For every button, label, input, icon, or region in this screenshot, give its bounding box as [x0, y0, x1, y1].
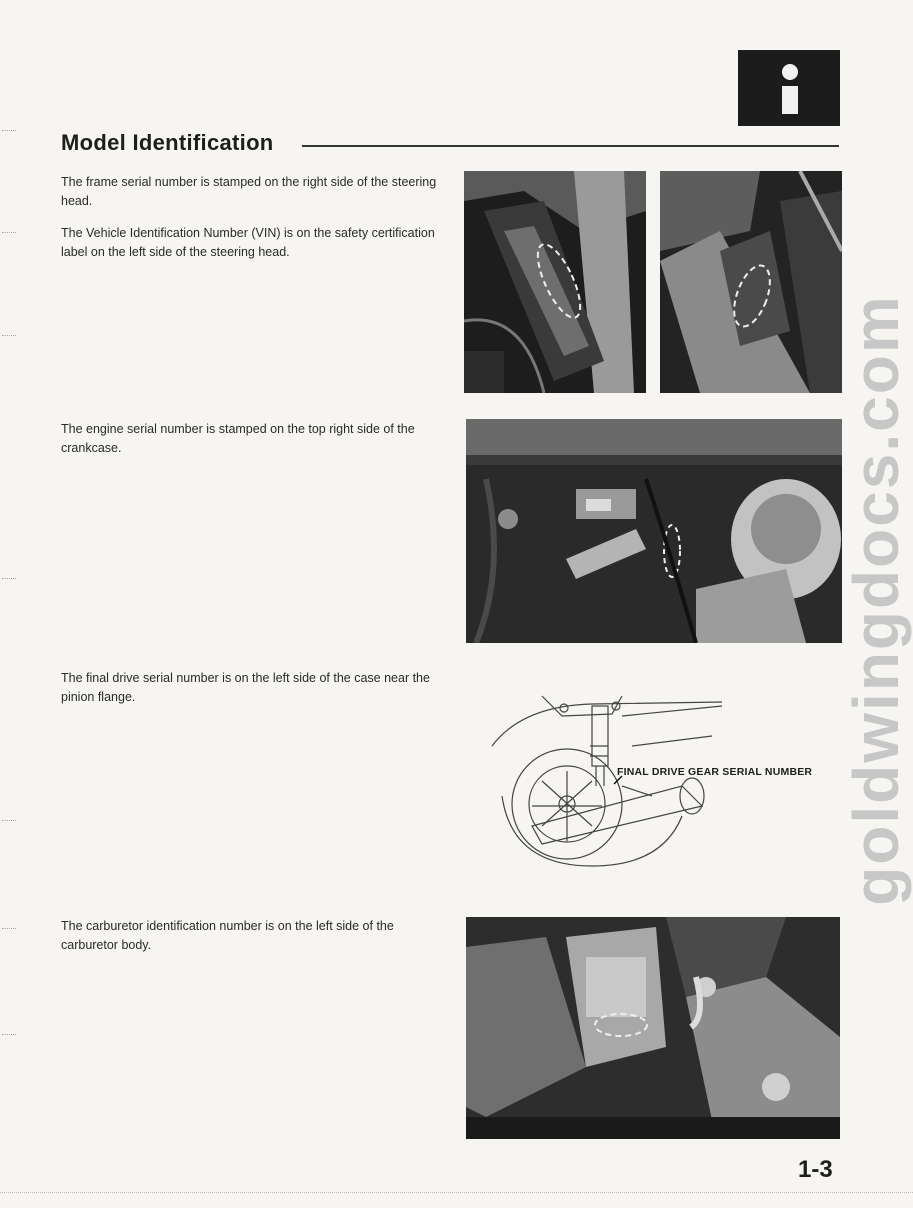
edge-mark [2, 1034, 16, 1035]
frame-serial-text: The frame serial number is stamped on the right side of the steering head. [61, 175, 437, 208]
carburetor-id-text: The carburetor identification number is on the left side of the carburetor body. [61, 919, 394, 952]
page-title: Model Identification [61, 130, 274, 155]
edge-mark [2, 232, 16, 233]
vin-label-photo [660, 171, 842, 393]
edge-mark [2, 578, 16, 579]
edge-mark [2, 335, 16, 336]
info-icon-dot [782, 64, 798, 80]
bottom-rule [0, 1192, 913, 1193]
carburetor-id-photo [466, 917, 840, 1139]
frame-serial-photo [464, 171, 646, 393]
engine-serial-photo [466, 419, 842, 643]
title-rule [302, 145, 839, 147]
page-number: 1-3 [798, 1156, 833, 1183]
vin-text: The Vehicle Identification Number (VIN) is on the safety certification label on the left side of the steering head. [61, 226, 435, 259]
edge-mark [2, 928, 16, 929]
edge-mark [2, 130, 16, 131]
info-icon-bar [782, 86, 798, 114]
info-icon [738, 50, 840, 126]
watermark: goldwingdocs.com [840, 294, 912, 906]
engine-serial-text: The engine serial number is stamped on the top right side of the crankcase. [61, 422, 415, 455]
final-drive-serial-text: The final drive serial number is on the left side of the case near the pinion flange. [61, 671, 430, 704]
final-drive-serial-callout: FINAL DRIVE GEAR SERIAL NUMBER [617, 766, 813, 778]
edge-mark [2, 820, 16, 821]
